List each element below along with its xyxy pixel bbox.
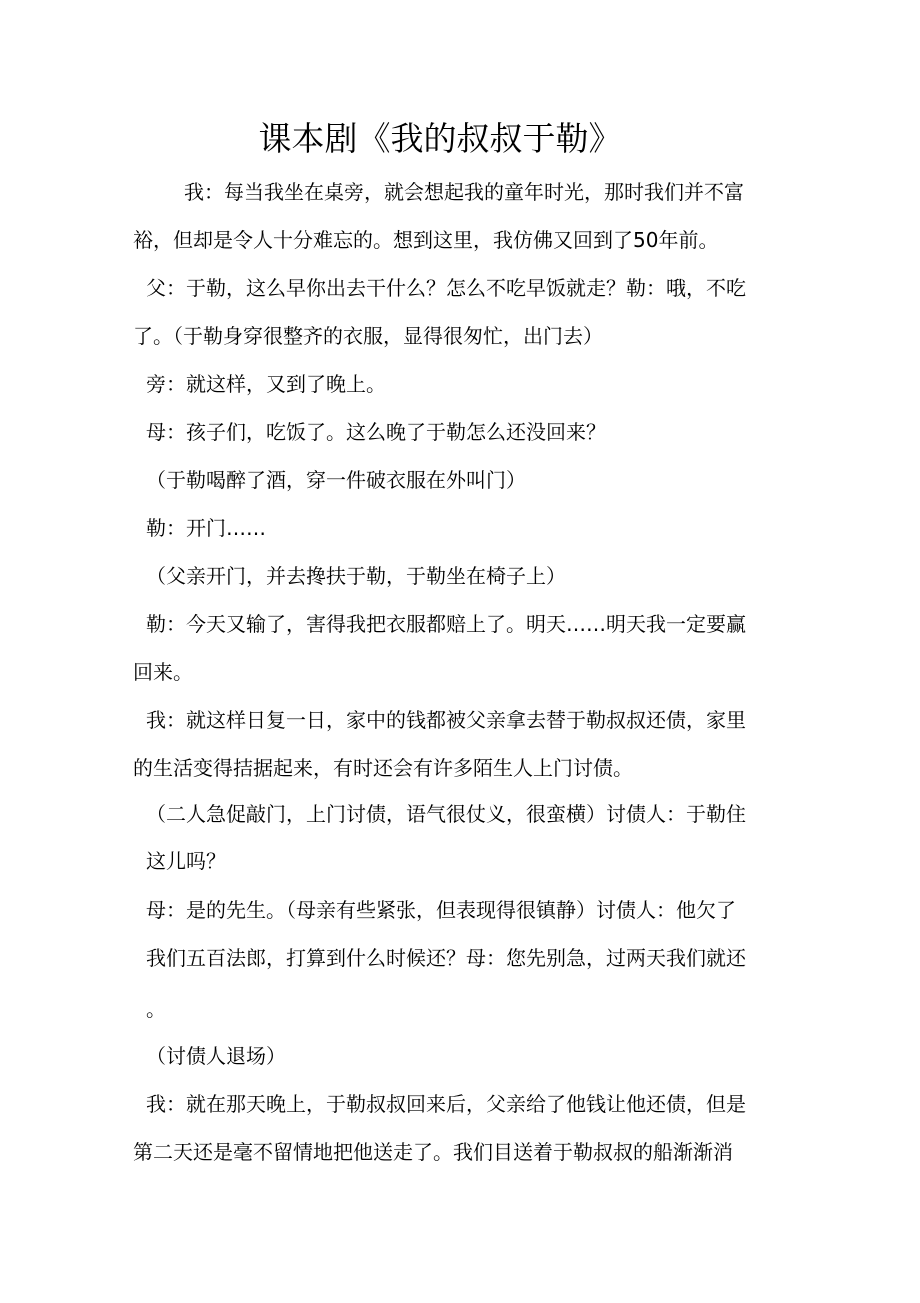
document-title: 课本剧《我的叔叔于勒》 bbox=[258, 119, 622, 158]
text-line: 的生活变得拮据起来，有时还会有许多陌生人上门讨债。 bbox=[133, 756, 633, 780]
text-line: 勒：开门…… bbox=[146, 516, 266, 540]
text-line: 回来。 bbox=[133, 660, 193, 684]
text-line: 了。（于勒身穿很整齐的衣服，显得很匆忙，出门去） bbox=[133, 324, 603, 348]
text-line: 我们五百法郎，打算到什么时候还？母：您先别急，过两天我们就还 bbox=[146, 946, 746, 970]
text-line: 这儿吗？ bbox=[146, 849, 226, 873]
text-line: 。 bbox=[146, 997, 166, 1021]
text-line: （于勒喝醉了酒，穿一件破衣服在外叫门） bbox=[146, 468, 526, 492]
text-line: （二人急促敲门，上门讨债，语气很仗义，很蛮横）讨债人：于勒住 bbox=[146, 802, 746, 826]
text-line: 母：孩子们，吃饭了。这么晚了于勒怎么还没回来？ bbox=[146, 420, 606, 444]
text-line: 裕，但却是令人十分难忘的。想到这里，我仿佛又回到了50年前。 bbox=[133, 228, 719, 252]
text-line: 母：是的先生。（母亲有些紧张，但表现得很镇静）讨债人：他欠了 bbox=[146, 898, 736, 922]
text-line: 第二天还是毫不留情地把他送走了。我们目送着于勒叔叔的船渐渐消 bbox=[133, 1140, 733, 1164]
text-line: 我：就在那天晚上，于勒叔叔回来后，父亲给了他钱让他还债，但是 bbox=[146, 1092, 746, 1116]
text-line: 我：每当我坐在桌旁，就会想起我的童年时光，那时我们并不富 bbox=[184, 180, 744, 204]
text-line: 勒：今天又输了，害得我把衣服都赔上了。明天……明天我一定要赢 bbox=[146, 612, 746, 636]
text-line: 我：就这样日复一日，家中的钱都被父亲拿去替于勒叔叔还债，家里 bbox=[146, 708, 746, 732]
text-line: （父亲开门，并去搀扶于勒，于勒坐在椅子上） bbox=[146, 564, 566, 588]
text-line: 旁：就这样，又到了晚上。 bbox=[146, 372, 386, 396]
text-line: 父：于勒，这么早你出去干什么？怎么不吃早饭就走？勒：哦，不吃 bbox=[146, 276, 746, 300]
text-line: （讨债人退场） bbox=[146, 1044, 286, 1068]
